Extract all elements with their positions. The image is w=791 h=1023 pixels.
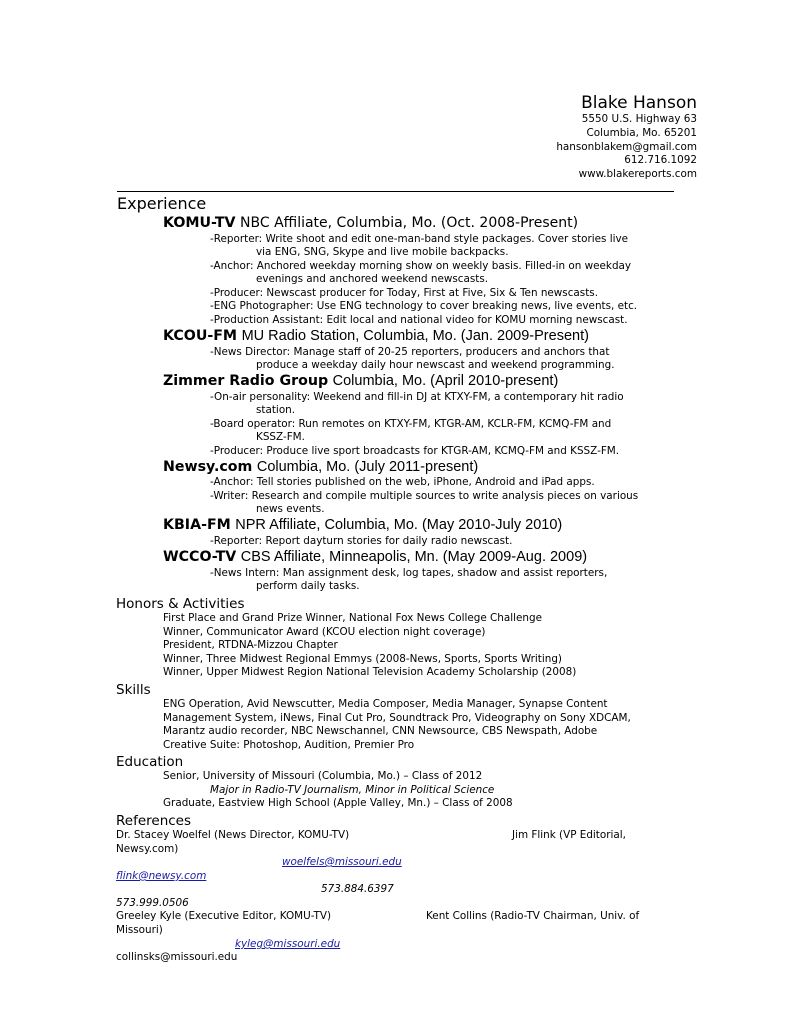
job-title-kcou — [163, 328, 589, 345]
job-line: news events. — [256, 503, 325, 515]
job-line: produce a weekday daily hour newscast and weekend programming. — [256, 359, 615, 371]
job-title-komu — [163, 215, 578, 232]
job-line: -News Intern: Man assignment desk, log tapes, shadow and assist reporters, — [210, 567, 608, 579]
website: www.blakereports.com — [578, 168, 697, 180]
reference-name-cont: Newsy.com) — [116, 843, 179, 855]
honor-item: Winner, Upper Midwest Region National Television Academy Scholarship (2008) — [163, 666, 577, 678]
education-line: Senior, University of Missouri (Columbia, Mo.) – Class of 2012 — [163, 770, 483, 782]
candidate-name: Blake Hanson — [581, 93, 697, 113]
address-line-1: 5550 U.S. Highway 63 — [581, 113, 697, 125]
job-line: -Production Assistant: Edit local and national video for KOMU morning newscast. — [210, 314, 628, 326]
honors-heading: Honors & Activities — [116, 596, 245, 612]
skills-heading: Skills — [116, 682, 151, 698]
job-org: KOMU-TV — [163, 215, 236, 231]
reference-phone: 573.884.6397 — [321, 883, 394, 895]
honor-item: Winner, Three Midwest Regional Emmys (2008-News, Sports, Sports Writing) — [163, 653, 562, 665]
address-line-2: Columbia, Mo. 65201 — [586, 127, 697, 139]
reference-email-link[interactable]: kyleg@missouri.edu — [235, 938, 341, 950]
job-line: station. — [256, 404, 296, 416]
job-line: KSSZ-FM. — [256, 431, 305, 443]
job-line: -Board operator: Run remotes on KTXY-FM, KTGR-AM, KCLR-FM, KCMQ-FM and — [210, 418, 612, 430]
skills-line: Marantz audio recorder, NBC Newschannel, CNN Newsource, CBS Newspath, Adobe — [163, 725, 598, 737]
reference-email-link[interactable]: flink@newsy.com — [116, 870, 207, 882]
job-org: Newsy.com — [163, 459, 253, 475]
skills-line: Creative Suite: Photoshop, Audition, Premier Pro — [163, 739, 415, 751]
job-detail: NPR Affiliate, Columbia, Mo. (May 2010-July 2010) — [235, 517, 563, 533]
job-line: evenings and anchored weekend newscasts. — [256, 273, 489, 285]
experience-heading: Experience — [117, 194, 207, 213]
education-heading: Education — [116, 754, 184, 770]
phone: 612.716.1092 — [624, 154, 697, 166]
job-title-zimmer — [163, 373, 558, 390]
job-line: -On-air personality: Weekend and fill-in DJ at KTXY-FM, a contemporary hit radio — [210, 391, 624, 403]
job-org: KBIA-FM — [163, 517, 231, 533]
job-line: -Producer: Newscast producer for Today, First at Five, Six & Ten newscasts. — [210, 287, 599, 299]
job-line: -Producer: Produce live sport broadcasts for KTGR-AM, KCMQ-FM and KSSZ-FM. — [210, 445, 620, 457]
reference-name: Kent Collins (Radio-TV Chairman, Univ. of — [426, 910, 640, 922]
job-detail: NBC Affiliate, Columbia, Mo. (Oct. 2008-Present) — [240, 215, 579, 231]
reference-name-cont: Missouri) — [116, 924, 163, 936]
job-detail: Columbia, Mo. (April 2010-present) — [332, 373, 559, 389]
reference-email-link[interactable]: woelfels@missouri.edu — [282, 856, 402, 868]
job-detail: Columbia, Mo. (July 2011-present) — [256, 459, 479, 475]
job-line: perform daily tasks. — [256, 580, 360, 592]
job-detail: MU Radio Station, Columbia, Mo. (Jan. 2009-Present) — [241, 328, 589, 344]
skills-line: ENG Operation, Avid Newscutter, Media Composer, Media Manager, Synapse Content — [163, 698, 608, 710]
job-line: -Writer: Research and compile multiple sources to write analysis pieces on various — [210, 490, 639, 502]
honor-item: President, RTDNA-Mizzou Chapter — [163, 639, 338, 651]
education-line: Graduate, Eastview High School (Apple Valley, Mn.) – Class of 2008 — [163, 797, 513, 809]
job-line: -Reporter: Write shoot and edit one-man-band style packages. Cover stories live — [210, 233, 629, 245]
honor-item: Winner, Communicator Award (KCOU election night coverage) — [163, 626, 486, 638]
header-divider — [117, 191, 674, 192]
job-title-kbia — [163, 517, 562, 534]
job-line: via ENG, SNG, Skype and live mobile backpacks. — [256, 246, 509, 258]
reference-email: collinsks@missouri.edu — [116, 951, 238, 963]
job-line: -Reporter: Report dayturn stories for daily radio newscast. — [210, 535, 513, 547]
honor-item: First Place and Grand Prize Winner, National Fox News College Challenge — [163, 612, 542, 624]
job-line: -News Director: Manage staff of 20-25 reporters, producers and anchors that — [210, 346, 610, 358]
reference-name: Greeley Kyle (Executive Editor, KOMU-TV) — [116, 910, 331, 922]
job-line: -Anchor: Anchored weekday morning show on weekly basis. Filled-in on weekday — [210, 260, 632, 272]
references-heading: References — [116, 813, 192, 829]
job-line: -Anchor: Tell stories published on the web, iPhone, Android and iPad apps. — [210, 476, 595, 488]
email: hansonblakem@gmail.com — [556, 141, 697, 153]
education-major: Major in Radio-TV Journalism, Minor in Political Science — [210, 784, 495, 796]
skills-line: Management System, iNews, Final Cut Pro, Soundtrack Pro, Videography on Sony XDCAM, — [163, 712, 631, 724]
job-org: Zimmer Radio Group — [163, 373, 329, 389]
job-org: WCCO-TV — [163, 549, 237, 565]
job-org: KCOU-FM — [163, 328, 238, 344]
job-line: -ENG Photographer: Use ENG technology to cover breaking news, live events, etc. — [210, 300, 638, 312]
reference-name: Jim Flink (VP Editorial, — [512, 829, 626, 841]
job-detail: CBS Affiliate, Minneapolis, Mn. (May 2009-Aug. 2009) — [240, 549, 588, 565]
reference-phone: 573.999.0506 — [116, 897, 189, 909]
job-title-newsy — [163, 459, 478, 476]
reference-name: Dr. Stacey Woelfel (News Director, KOMU-TV) — [116, 829, 350, 841]
job-title-wcco — [163, 549, 587, 566]
